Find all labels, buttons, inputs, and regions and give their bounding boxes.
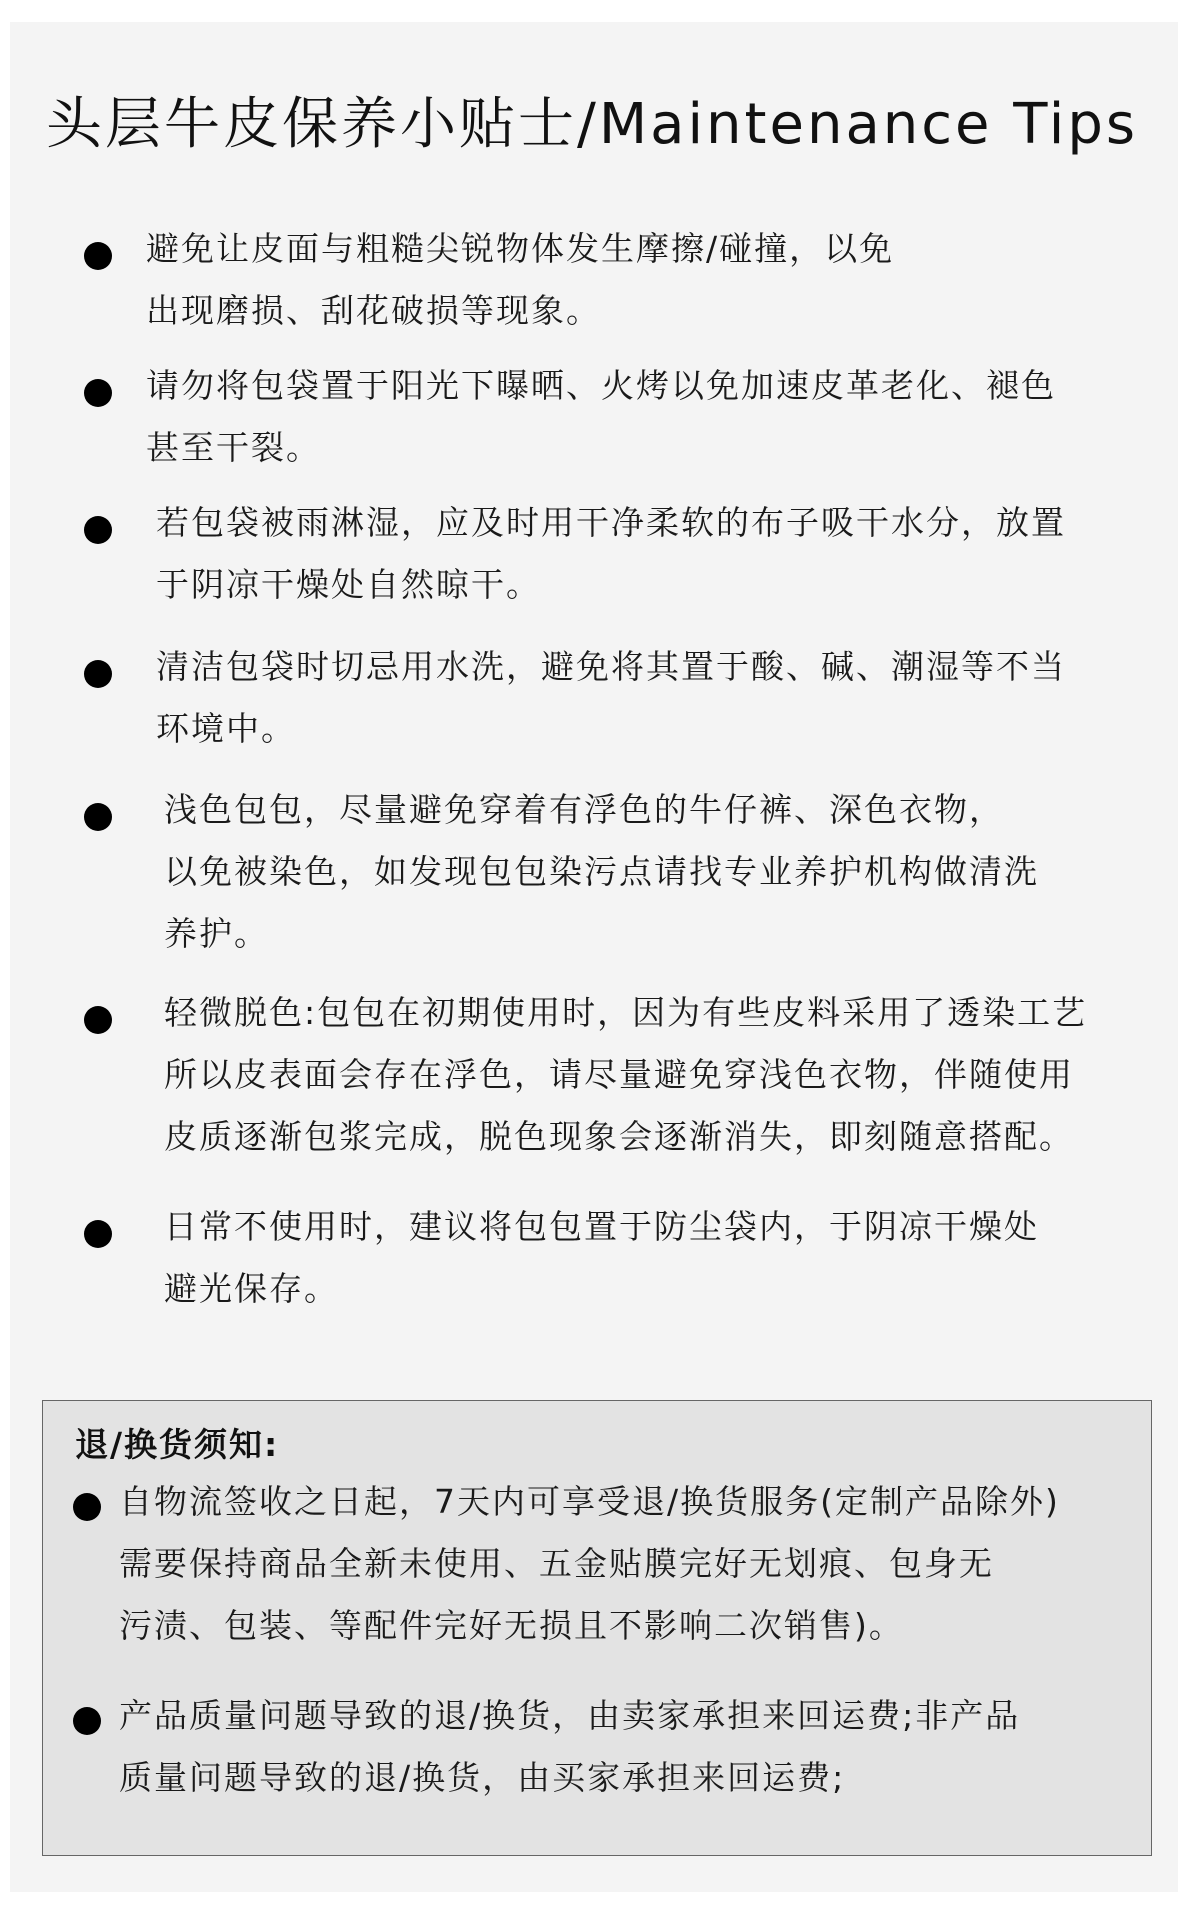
return-policy-box: [42, 1400, 1152, 1856]
bullet-icon: [84, 1220, 112, 1248]
tip-text: 清洁包袋时切忌用水洗，避免将其置于酸、碱、潮湿等不当 环境中。: [156, 647, 1066, 748]
page-title: 头层牛皮保养小贴士/Maintenance Tips: [46, 92, 1139, 157]
policy-heading: 退/换货须知:: [75, 1425, 280, 1464]
bullet-icon: [84, 379, 112, 407]
tip-text: 日常不使用时，建议将包包置于防尘袋内，于阴凉干燥处 避光保存。: [164, 1207, 1039, 1308]
tip-text: 请勿将包袋置于阳光下曝晒、火烤以免加速皮革老化、褪色 甚至干裂。: [146, 366, 1056, 467]
bullet-icon: [84, 1006, 112, 1034]
tip-text: 浅色包包，尽量避免穿着有浮色的牛仔裤、深色衣物， 以免被染色，如发现包包染污点请找专业养护机构做清洗 养护。: [164, 790, 1039, 953]
policy-text: 产品质量问题导致的退/换货，由卖家承担来回运费;非产品 质量问题导致的退/换货，由买家承担来回运费;: [119, 1696, 1021, 1797]
bullet-icon: [73, 1707, 101, 1735]
tip-text: 轻微脱色:包包在初期使用时，因为有些皮料采用了透染工艺 所以皮表面会存在浮色，请尽量避免穿浅色衣物，伴随使用 皮质逐渐包浆完成，脱色现象会逐渐消失，即刻随意搭配。: [164, 993, 1088, 1156]
bullet-icon: [84, 242, 112, 270]
bullet-icon: [73, 1493, 101, 1521]
bullet-icon: [84, 660, 112, 688]
bullet-icon: [84, 516, 112, 544]
tip-text: 若包袋被雨淋湿，应及时用干净柔软的布子吸干水分，放置 于阴凉干燥处自然晾干。: [156, 503, 1066, 604]
bullet-icon: [84, 803, 112, 831]
tips-panel: [10, 22, 1178, 1892]
policy-text: 自物流签收之日起，7天内可享受退/换货服务(定制产品除外) 需要保持商品全新未使用、五金贴膜完好无划痕、包身无 污渍、包装、等配件完好无损且不影响二次销售)。: [119, 1482, 1060, 1645]
tip-text: 避免让皮面与粗糙尖锐物体发生摩擦/碰撞，以免 出现磨损、刮花破损等现象。: [146, 229, 895, 330]
